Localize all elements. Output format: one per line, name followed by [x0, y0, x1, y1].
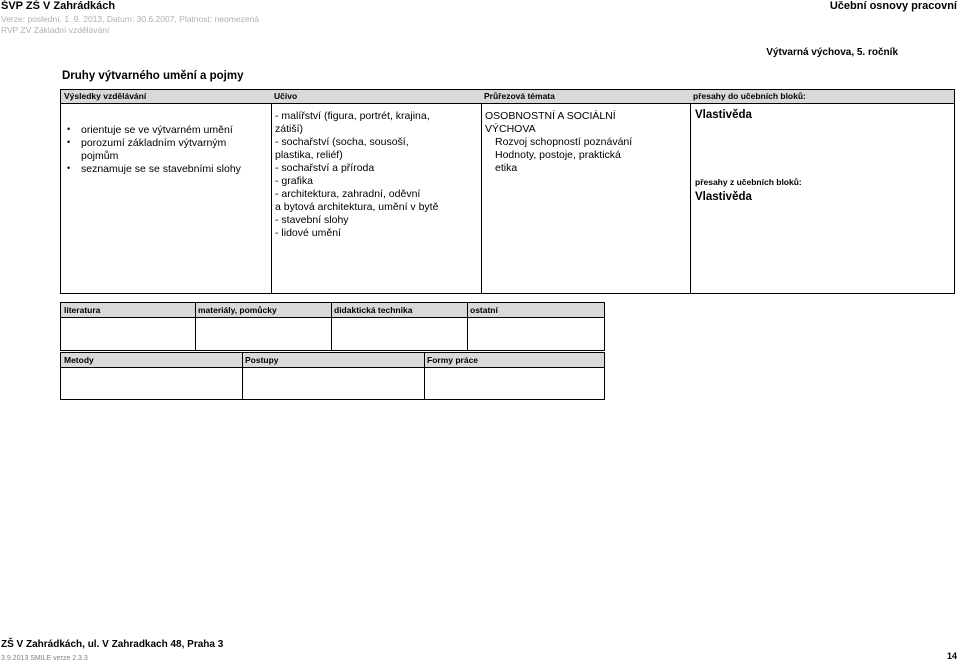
results-cell: [63, 124, 263, 176]
header-literature: literatura: [61, 303, 195, 318]
rvp-line: RVP ZV Základní vzdělávání: [1, 25, 110, 35]
column-divider: [481, 103, 482, 293]
list-item: • seznamuje se se stavebními slohy: [63, 163, 263, 176]
links-from-value: Vlastivěda: [695, 191, 752, 203]
header-themes: Průřezová témata: [484, 91, 555, 101]
column-divider: [690, 103, 691, 293]
column-divider: [467, 303, 468, 350]
document-type: Učební osnovy pracovní: [829, 0, 957, 12]
page-number: 14: [946, 651, 957, 661]
header-links-to: přesahy do učebních bloků:: [693, 91, 806, 101]
header-materials: materiály, pomůcky: [195, 303, 331, 318]
theme-item: etika: [495, 162, 518, 174]
themes-cell: [485, 110, 685, 175]
section-title: Druhy výtvarného umění a pojmy: [62, 70, 244, 82]
header-results: Výsledky vzdělávání: [64, 91, 147, 101]
footer-address: ZŠ V Zahrádkách, ul. V Zahradkach 48, Praha 3: [1, 639, 224, 650]
list-item: • porozumí základním výtvarným pojmům: [63, 137, 263, 163]
column-divider: [424, 353, 425, 399]
header-procedures: Postupy: [242, 353, 424, 368]
curriculum-line: plastika, reliéf): [275, 149, 343, 161]
table-header-row: [61, 90, 954, 104]
curriculum-line: - malířství (figura, portrét, krajina,: [275, 110, 430, 122]
theme-item: Rozvoj schopností poznávání: [495, 136, 633, 148]
theme-title: VÝCHOVA: [485, 123, 536, 135]
curriculum-line: zátiší): [275, 123, 304, 135]
header-work-forms: Formy práce: [424, 353, 604, 368]
header-methods: Metody: [61, 353, 242, 368]
curriculum-line: - architektura, zahradní, oděvní: [275, 188, 421, 200]
footer-software: 3.9.2013 SMILE verze 2.3.3: [1, 655, 88, 662]
curriculum-line: - sochařství (socha, sousoší,: [275, 136, 409, 148]
curriculum-line: - stavební slohy: [275, 214, 349, 226]
links-from-label: přesahy z učebních bloků:: [695, 177, 802, 187]
curriculum-table: [60, 89, 955, 294]
curriculum-line: - sochařství a příroda: [275, 162, 375, 174]
results-list: [63, 124, 263, 176]
theme-title: OSOBNOSTNÍ A SOCIÁLNÍ: [485, 110, 616, 122]
column-divider: [195, 303, 196, 350]
list-item: • orientuje se ve výtvarném umění: [63, 124, 263, 137]
curriculum-cell: [275, 110, 475, 240]
curriculum-line: - lidové umění: [275, 227, 341, 239]
header-didactic-technology: didaktická technika: [331, 303, 467, 318]
resources-table: [60, 302, 605, 351]
theme-item: Hodnoty, postoje, praktická: [495, 149, 621, 161]
curriculum-line: a bytová architektura, umění v bytě: [275, 201, 439, 213]
school-title: ŠVP ZŠ V Zahrádkách: [1, 0, 116, 12]
column-divider: [331, 303, 332, 350]
column-divider: [271, 103, 272, 293]
links-to-value: Vlastivěda: [695, 109, 752, 121]
header-curriculum: Učivo: [274, 91, 298, 101]
subject-grade: Výtvarná výchova, 5. ročník: [766, 47, 898, 58]
header-other: ostatní: [467, 303, 604, 318]
methods-table: [60, 352, 605, 400]
version-line: Verze: poslední, 1. 9. 2013, Datum: 30.6.2007, Platnost: neomezená: [1, 14, 260, 24]
links-cell: [695, 109, 950, 204]
curriculum-line: - grafika: [275, 175, 313, 187]
column-divider: [242, 353, 243, 399]
